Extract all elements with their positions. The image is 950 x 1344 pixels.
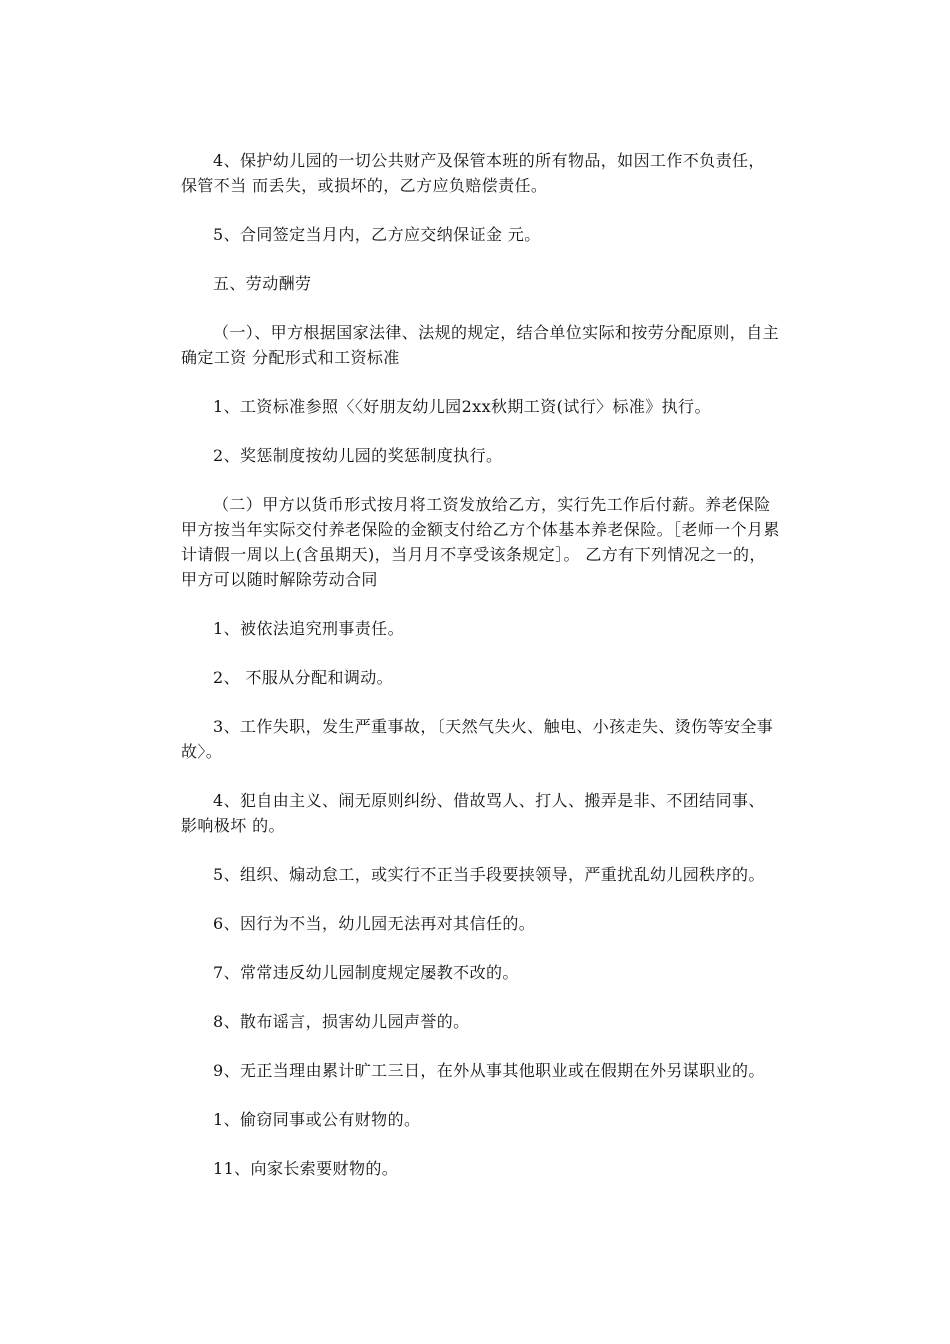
- paragraph-item-4: 4、保护幼儿园的一切公共财产及保管本班的所有物品，如因工作不负责任，保管不当 而丢失，或损坏的，乙方应负赔偿责任。: [181, 151, 765, 195]
- list-item-termination-9: 9、无正当理由累计旷工三日，在外从事其他职业或在假期在外另谋职业的。: [213, 1061, 765, 1080]
- paragraph-item-5-deposit: 5、合同签定当月内，乙方应交纳保证金 元。: [213, 225, 541, 244]
- paragraph-wage-standard: 1、工资标准参照〈〈好朋友幼儿园2xx秋期工资(试行〉标准》执行。: [213, 397, 711, 416]
- list-item-termination-7: 7、常常违反幼儿园制度规定屡教不改的。: [213, 963, 519, 982]
- paragraph-wage-principle: （一）、甲方根据国家法律、法规的规定，结合单位实际和按劳分配原则，自主确定工资 分配形式和工资标准: [181, 323, 780, 367]
- list-item-termination-11: 11、向家长索要财物的。: [213, 1159, 399, 1178]
- paragraph-reward-penalty: 2、奖惩制度按幼儿园的奖惩制度执行。: [213, 446, 503, 465]
- list-item-termination-1: 1、被依法追究刑事责任。: [213, 619, 404, 638]
- list-item-termination-4: 4、犯自由主义、闹无原则纠纷、借故骂人、打人、搬弄是非、不团结同事、影响极坏 的。: [181, 791, 765, 835]
- paragraph-payment-and-pension: （二）甲方以货币形式按月将工资发放给乙方，实行先工作后付薪。养老保险甲方按当年实际交付养老保险的金额支付给乙方个体基本养老保险。［老师一个月累计请假一周以上(含虽期天)，当月月不享受该条规定］。 乙方有下列情况之一的，甲方可以随时解除劳动合同: [181, 495, 780, 589]
- list-item-termination-2: 2、 不服从分配和调动。: [213, 668, 394, 687]
- document-body: [181, 148, 781, 1205]
- list-item-termination-8: 8、散布谣言，损害幼儿园声誉的。: [213, 1012, 470, 1031]
- list-item-termination-5: 5、组织、煽动怠工，或实行不正当手段要挟领导，严重扰乱幼儿园秩序的。: [213, 865, 765, 884]
- list-item-termination-6: 6、因行为不当，幼儿园无法再对其信任的。: [213, 914, 536, 933]
- list-item-termination-10: 1、偷窃同事或公有财物的。: [213, 1110, 421, 1129]
- list-item-termination-3: 3、工作失职，发生严重事故，〔天然气失火、触电、小孩走失、烫伤等安全事故〉。: [181, 717, 774, 761]
- section-heading-labor-pay: 五、劳动酬劳: [213, 274, 312, 293]
